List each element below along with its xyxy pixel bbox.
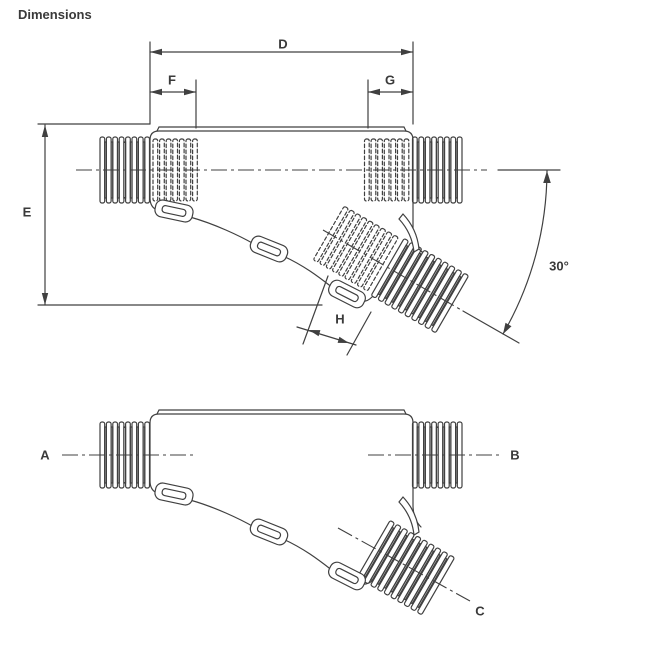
angle-arc-30 (503, 171, 551, 334)
latch-clip (326, 560, 368, 592)
port-label-a: A (40, 447, 50, 463)
top-view-centerlines (76, 170, 560, 343)
dimension-line-f (150, 89, 196, 95)
bottom-view-drawing (100, 410, 462, 615)
dim-label-d: D (278, 36, 288, 52)
dim-label-f: F (168, 72, 176, 88)
dimension-line-e (42, 125, 48, 305)
port-label-c: C (475, 603, 485, 619)
branch-collar (399, 497, 419, 535)
latch-clip (154, 199, 195, 224)
dimension-line-g (368, 89, 413, 95)
dim-label-e: E (22, 204, 32, 220)
angle-label: 30° (549, 258, 569, 274)
latch-clip (326, 278, 368, 310)
dimension-annotations (38, 42, 551, 355)
latch-clip (248, 517, 290, 547)
dim-label-h: H (335, 311, 345, 327)
page-title: Dimensions (18, 7, 92, 22)
latch-clip (248, 234, 290, 264)
dim-label-g: G (384, 72, 396, 88)
port-label-b: B (510, 447, 520, 463)
branch-tube (357, 520, 455, 614)
top-view-drawing (100, 127, 469, 333)
latch-clip (154, 482, 195, 507)
